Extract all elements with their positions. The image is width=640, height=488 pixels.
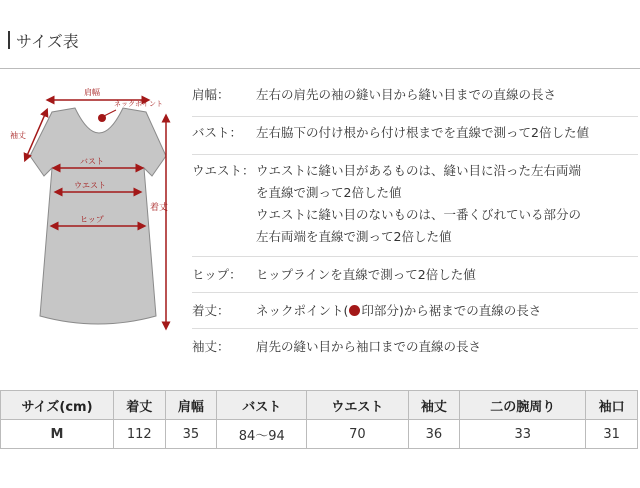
label-hip: ヒップ xyxy=(80,215,104,224)
description-part: ネックポイント( xyxy=(256,303,349,318)
table-cell: 112 xyxy=(114,420,166,449)
label-length: 着丈 xyxy=(150,203,169,213)
table-cell: 35 xyxy=(165,420,217,449)
term: 袖丈： xyxy=(192,339,230,354)
term: バスト： xyxy=(192,125,243,140)
row-divider xyxy=(192,116,638,117)
header-cell: バスト xyxy=(217,391,307,420)
table-cell: M xyxy=(1,420,114,449)
neckpoint-dot-icon xyxy=(349,305,360,316)
term: 肩幅： xyxy=(192,87,230,102)
description: 肩先の縫い目から袖口までの直線の長さ xyxy=(256,339,482,354)
description: 左右の肩先の袖の縫い目から縫い目までの直線の長さ xyxy=(256,87,557,102)
row-divider xyxy=(192,328,638,329)
header-cell: 二の腕周り xyxy=(460,391,586,420)
size-table-header xyxy=(1,391,638,420)
term: 着丈： xyxy=(192,303,230,318)
label-bust: バスト xyxy=(80,157,104,166)
description-line: を直線で測って2倍した値 xyxy=(256,185,402,200)
row-divider xyxy=(192,256,638,257)
description: 左右脇下の付け根から付け根までを直線で測って2倍した値 xyxy=(256,125,589,140)
header-cell: 肩幅 xyxy=(165,391,217,420)
page-title-text: サイズ表 xyxy=(16,31,79,51)
description: ヒップラインを直線で測って2倍した値 xyxy=(256,267,476,282)
term: ウエスト： xyxy=(192,163,255,178)
description-line: ウエストに縫い目のないものは、一番くびれている部分の xyxy=(256,207,582,222)
header-cell: 袖口 xyxy=(586,391,638,420)
title-bar xyxy=(8,31,10,49)
definition-waist xyxy=(192,160,638,248)
row-divider xyxy=(192,292,638,293)
table-cell: 84〜94 xyxy=(217,420,307,449)
label-waist: ウエスト xyxy=(74,181,106,190)
size-table xyxy=(0,390,638,449)
label-neckpoint: ネックポイント xyxy=(114,100,163,108)
header-cell: サイズ(cm) xyxy=(1,391,114,420)
table-cell: 70 xyxy=(307,420,408,449)
header-cell: ウエスト xyxy=(307,391,408,420)
label-sleeve: 袖丈 xyxy=(10,131,26,140)
table-cell: 36 xyxy=(408,420,460,449)
description-line: 左右両端を直線で測って2倍した値 xyxy=(256,229,452,244)
description xyxy=(256,300,541,322)
header-cell: 袖丈 xyxy=(408,391,460,420)
dress-diagram xyxy=(0,76,190,336)
row-divider xyxy=(192,154,638,155)
table-cell: 33 xyxy=(460,420,586,449)
description-line: ウエストに縫い目があるものは、縫い目に沿った左右両端 xyxy=(256,163,582,178)
description-part: 印部分)から裾までの直線の長さ xyxy=(361,303,542,318)
divider xyxy=(0,68,640,69)
table-cell: 31 xyxy=(586,420,638,449)
table-row xyxy=(1,420,638,449)
page-title xyxy=(8,30,79,50)
neckpoint-leader xyxy=(104,110,116,116)
header-cell: 着丈 xyxy=(114,391,166,420)
label-shoulder: 肩幅 xyxy=(84,88,100,97)
term: ヒップ： xyxy=(192,267,242,282)
